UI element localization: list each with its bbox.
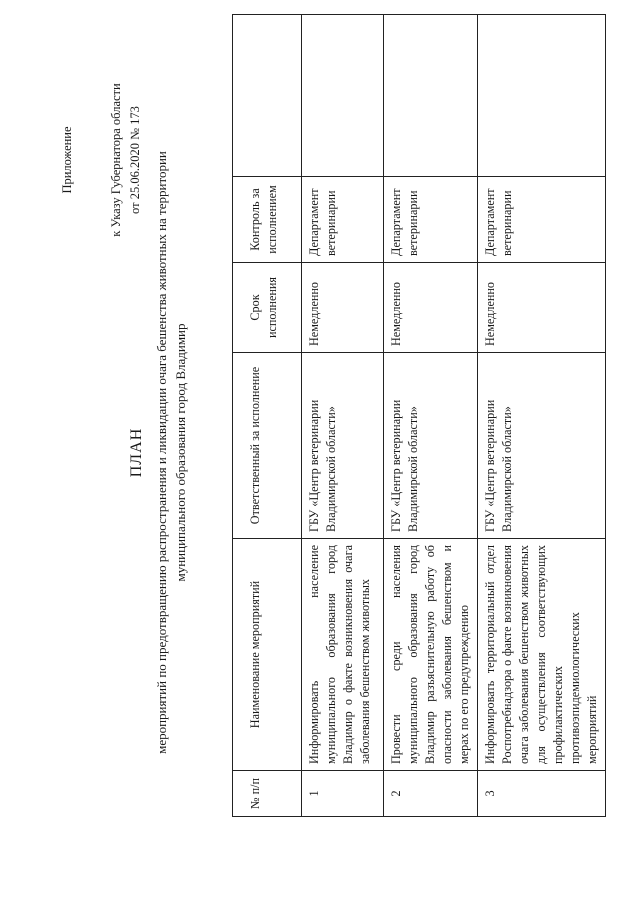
annex-reference: к Указу Губернатора области [109,83,123,237]
row-empty [302,15,384,177]
row-action: Провести среди населения муниципального образования город Владимир разъяснительную работу об опасности заболевания бешенством и мерах по его предупреждению [384,539,478,771]
plan-title: ПЛАН [128,427,145,478]
row-empty [478,15,606,177]
header-control: Контроль за исполнением [233,177,302,263]
row-num: 3 [478,771,606,817]
row-num: 1 [302,771,384,817]
header-action: Наименование мероприятий [233,539,302,771]
table-row [478,15,606,817]
plan-subtitle-line-2: муниципального образования город Владимир [173,323,188,582]
row-control: Департамент ветеринарии [384,177,478,263]
plan-subtitle [152,0,190,905]
row-num: 2 [384,771,478,817]
table-row [302,15,384,817]
row-control: Департамент ветеринарии [478,177,606,263]
row-deadline: Немедленно [384,263,478,353]
row-deadline: Немедленно [302,263,384,353]
plan-table [232,14,606,817]
row-responsible: ГБУ «Центр ветеринарии Владимирской области» [302,353,384,539]
header-empty [233,15,302,177]
plan-subtitle-line-1: мероприятий по предотвращению распространения и ликвидации очага бешенства животных на территории [154,151,169,754]
row-control: Департамент ветеринарии [302,177,384,263]
header-responsible: Ответственный за исполнение [233,353,302,539]
annex-title: Приложение [60,126,74,194]
row-action: Информировать территориальный отдел Роспотребнадзора о факте возникновения очага заболевания бешенством животных для осуществления соответствующих профилактических противоэпидемиологических мероприятий [478,539,606,771]
row-empty [384,15,478,177]
header-num: № п/п [233,771,302,817]
row-responsible: ГБУ «Центр ветеринарии Владимирской области» [384,353,478,539]
row-responsible: ГБУ «Центр ветеринарии Владимирской области» [478,353,606,539]
annex-date: от 25.06.2020 № 173 [128,106,142,214]
header-deadline: Срок исполнения [233,263,302,353]
row-action: Информировать население муниципального образования город Владимир о факте возникновения очага заболевания бешенством животных [302,539,384,771]
row-deadline: Немедленно [478,263,606,353]
table-header-row [233,15,302,817]
table-row [384,15,478,817]
